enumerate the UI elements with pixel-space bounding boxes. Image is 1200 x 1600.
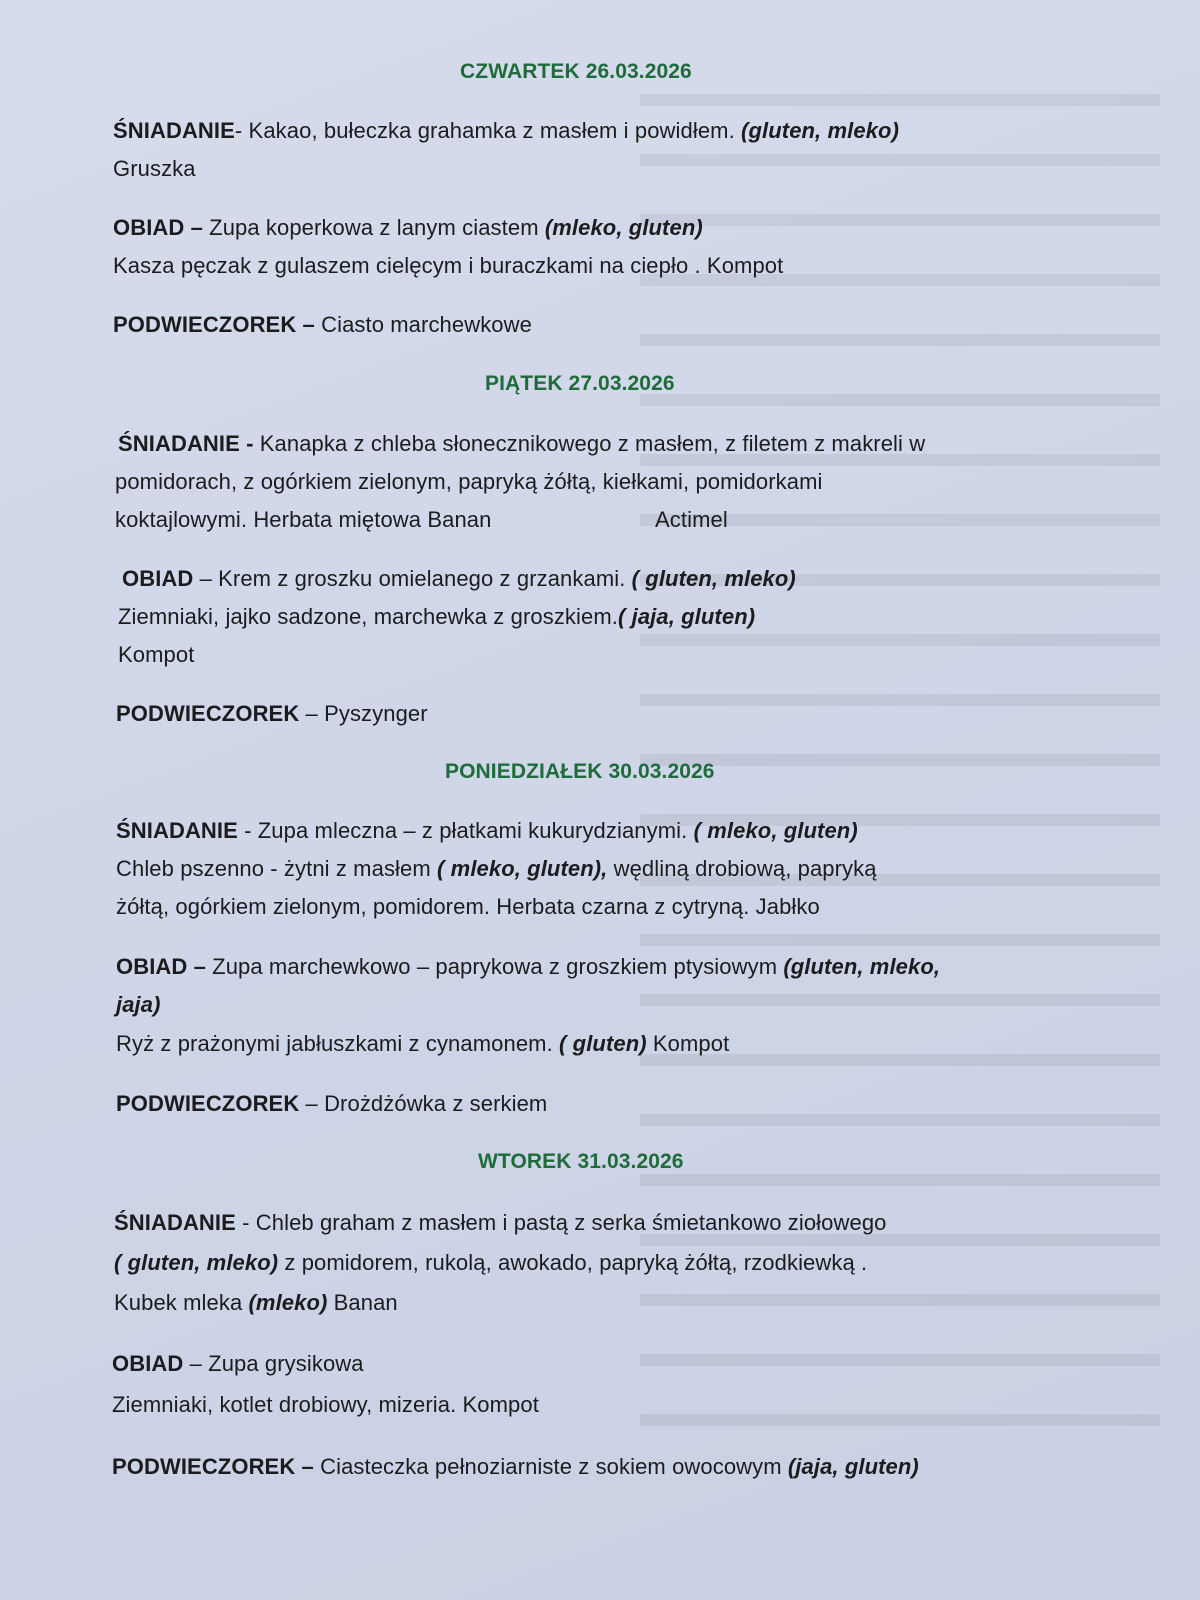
snack-text: – Pyszynger [299,701,428,726]
monday-lunch-line2: jaja) [116,992,161,1017]
day-heading-tuesday: WTOREK 31.03.2026 [478,1150,684,1173]
allergens: ( gluten) [559,1031,647,1056]
lunch-text: Zupa koperkowa z lanym ciastem [202,215,545,240]
tuesday-snack [112,1454,919,1480]
friday-breakfast-line2: pomidorach, z ogórkiem zielonym, papryką żółtą, kiełkami, pomidorkami [115,469,823,494]
day-heading-thursday: CZWARTEK 26.03.2026 [460,60,692,83]
lunch-label: OBIAD – [116,954,206,979]
allergens: (mleko, gluten) [544,215,703,240]
day-heading-friday: PIĄTEK 27.03.2026 [485,372,675,395]
allergens: ( gluten, mleko) [114,1250,279,1275]
friday-breakfast-line3: koktajlowymi. Herbata miętowa Banan [115,507,492,532]
friday-breakfast-extra: Actimel [655,507,728,532]
thursday-lunch [113,215,703,241]
allergens: ( mleko, gluten) [693,818,858,843]
lunch-line3-text-b: Kompot [646,1031,730,1056]
friday-breakfast [118,431,925,457]
lunch-label: OBIAD [112,1351,184,1376]
breakfast-label: ŚNIADANIE [116,818,238,843]
thursday-lunch-line2: Kasza pęczak z gulaszem cielęcym i buraczkami na ciepło . Kompot [113,253,784,278]
monday-breakfast-line2 [116,856,877,882]
allergens: (jaja, gluten) [787,1454,919,1479]
tuesday-breakfast-line3 [114,1290,398,1316]
monday-snack [116,1091,547,1117]
lunch-label: OBIAD – [113,215,203,240]
allergens: (gluten, mleko, [783,954,941,979]
friday-lunch-line3: Kompot [118,642,195,667]
thursday-breakfast-line2: Gruszka [113,156,196,181]
lunch-text: – Krem z groszku omielanego z grzankami. [193,566,632,591]
allergens: ( mleko, gluten), [437,856,608,881]
tuesday-lunch-line2: Ziemniaki, kotlet drobiowy, mizeria. Kompot [112,1392,539,1417]
monday-breakfast [116,818,858,844]
monday-lunch [116,954,940,980]
breakfast-text: - Chleb graham z masłem i pastą z serka śmietankowo ziołowego [235,1210,887,1235]
friday-snack [116,701,428,727]
snack-label: PODWIECZOREK – [112,1454,314,1479]
snack-label: PODWIECZOREK [116,701,300,726]
lunch-line3-text: Ryż z prażonymi jabłuszkami z cynamonem. [116,1031,560,1056]
breakfast-line3-text: Kubek mleka [114,1290,249,1315]
thursday-breakfast [113,118,899,144]
thursday-snack [113,312,532,338]
snack-text: – Drożdżówka z serkiem [299,1091,548,1116]
tuesday-lunch [112,1351,364,1377]
allergens: ( jaja, gluten) [617,604,756,629]
monday-breakfast-line3: żółtą, ogórkiem zielonym, pomidorem. Herbata czarna z cytryną. Jabłko [116,894,820,919]
lunch-text: – Zupa grysikowa [183,1351,364,1376]
breakfast-label: ŚNIADANIE [114,1210,236,1235]
monday-lunch-line3 [116,1031,729,1057]
breakfast-label: ŚNIADANIE - [118,431,254,456]
lunch-line2-text: Ziemniaki, jajko sadzone, marchewka z groszkiem. [118,604,618,629]
lunch-text: Zupa marchewkowo – paprykowa z groszkiem ptysiowym [205,954,784,979]
allergens: (gluten, mleko) [741,118,899,143]
breakfast-text: - Zupa mleczna – z płatkami kukurydzianymi. [237,818,694,843]
snack-text: Ciasteczka pełnoziarniste z sokiem owocowym [313,1454,788,1479]
breakfast-line2-text: Chleb pszenno - żytni z masłem [116,856,438,881]
breakfast-line2-text: z pomidorem, rukolą, awokado, papryką żółtą, rzodkiewką . [278,1250,868,1275]
tuesday-breakfast-line2 [114,1250,867,1276]
snack-label: PODWIECZOREK – [113,312,315,337]
tuesday-breakfast [114,1210,887,1236]
lunch-label: OBIAD [122,566,194,591]
snack-text: Ciasto marchewkowe [314,312,532,337]
day-heading-monday: PONIEDZIAŁEK 30.03.2026 [445,760,715,783]
breakfast-text: Kanapka z chleba słonecznikowego z masłem, z filetem z makreli w [253,431,926,456]
breakfast-label: ŚNIADANIE [113,118,235,143]
breakfast-line3-text-b: Banan [327,1290,398,1315]
friday-lunch-line2 [118,604,755,630]
allergens: ( gluten, mleko) [631,566,796,591]
allergens: (mleko) [248,1290,328,1315]
snack-label: PODWIECZOREK [116,1091,300,1116]
friday-lunch [122,566,796,592]
breakfast-text: - Kakao, bułeczka grahamka z masłem i powidłem. [234,118,742,143]
breakfast-line2-text-b: wędliną drobiową, papryką [607,856,877,881]
